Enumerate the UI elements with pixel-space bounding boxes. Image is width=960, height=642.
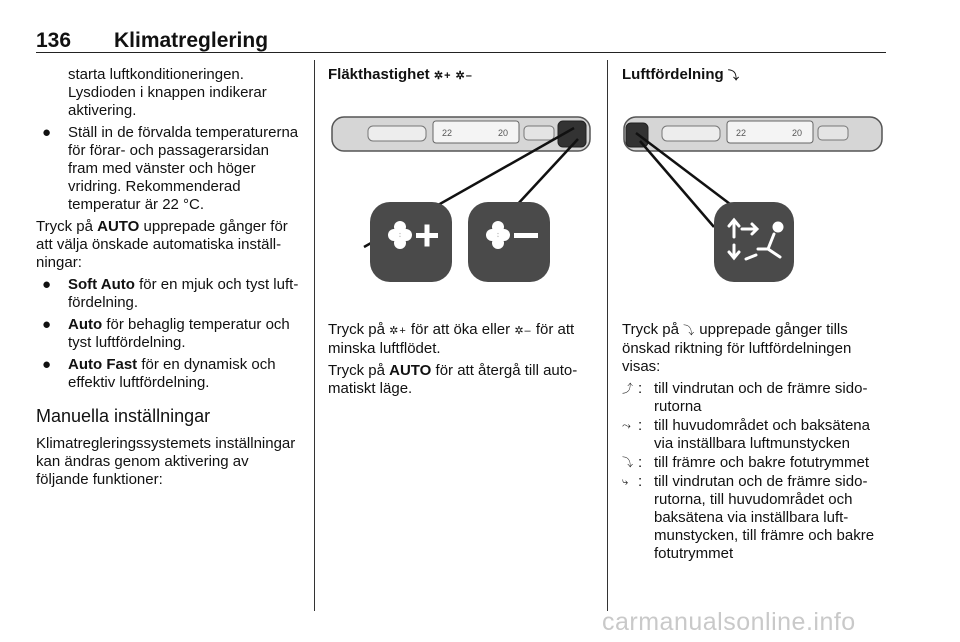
section-heading: Manuella inställningar: [36, 406, 211, 426]
auto-instruction: Tryck på AUTO upprepade gånger för att välja önskade automatiska inställningar:: [36, 218, 288, 271]
auto-key-label: AUTO: [97, 218, 140, 235]
continued-text: starta luftkonditioneringen. Lysdioden i knappen indikerar aktivering.: [68, 66, 267, 119]
fan-up-icon: ✲+: [389, 325, 407, 337]
list-item: ⤴ : till vindrutan och de främre sidorutorna: [622, 380, 868, 415]
air-distribution-instruction: Tryck på ⤵ upprepade gånger tills önskad riktning för luftfördelningen visas:: [622, 321, 852, 375]
footwell-mode-icon: ⤵: [622, 457, 633, 469]
auto-return-instruction: Tryck på AUTO för att återgå till automatiskt läge.: [328, 362, 578, 397]
list-item: ● Soft Auto för en mjuk och tyst luftfördelning.: [42, 276, 299, 311]
panel-temp-right: 20: [792, 128, 803, 138]
column-divider: [607, 60, 608, 611]
fan-speed-heading: Fläkthastighet ✲+ ✲–: [328, 66, 473, 83]
auto-key-label: AUTO: [389, 362, 432, 379]
fan-icon: ✲+ ✲–: [433, 70, 473, 82]
list-item: ● Auto för behaglig temperatur och tyst luftfördelning.: [42, 316, 290, 351]
list-item: ● Auto Fast för en dynamisk och effektiv luftfördelning.: [42, 356, 276, 391]
panel-temp-left: 22: [442, 128, 453, 138]
column-divider: [314, 60, 315, 611]
windscreen-mode-icon: ⤴: [622, 383, 633, 395]
bullet-icon: ●: [42, 356, 52, 373]
page-header: [36, 29, 886, 53]
fan-down-icon: ✲–: [514, 325, 532, 337]
fan-speed-figure: [328, 97, 594, 297]
page-title: Klimatreglering: [114, 29, 269, 52]
fan-instruction: Tryck på ✲+ för att öka eller ✲– för att minska luftflödet.: [328, 321, 575, 357]
panel-temp-right: 20: [498, 128, 509, 138]
bullet-icon: ●: [42, 316, 52, 333]
panel-temp-left: 22: [736, 128, 747, 138]
column-left: [36, 66, 301, 493]
section-text: Klimatregleringssystemets inställningar kan ändras genom aktivering av följande funktioner:: [36, 435, 296, 488]
air-distribution-figure: [622, 97, 888, 297]
air-distribution-heading: Luftfördelning ⤵: [622, 66, 740, 83]
column-middle: [328, 66, 594, 402]
bullet-icon: ●: [42, 124, 52, 141]
air-distribution-icon: ⤵: [683, 325, 696, 337]
bullet-icon: ●: [42, 276, 52, 293]
air-distribution-icon: ⤵: [727, 70, 740, 82]
list-item: ● Ställ in de förvalda temperaturerna för förar- och passagerarsidan fram med vänster och höger vridring. Rekommenderad temperatur är 22 °C.: [42, 124, 299, 213]
list-item: ⤳ : till huvudområdet och baksätena via inställbara luftmunstycken: [622, 417, 870, 452]
all-vents-mode-icon: ⤷: [622, 476, 629, 488]
page-number: 136: [36, 29, 72, 52]
list-item: ⤵ : till främre och bakre fotutrymmet: [622, 454, 870, 471]
face-vent-mode-icon: ⤳: [622, 420, 631, 432]
list-item: ⤷ : till vindrutan och de främre sidorutorna, till huvudområdet och baksätena via inställbara luftmunstycken, till främre och bakre fotutrymmet: [622, 473, 875, 562]
watermark: carmanualsonline.info: [602, 608, 856, 636]
header-rule: [36, 52, 886, 53]
column-right: [622, 66, 888, 564]
